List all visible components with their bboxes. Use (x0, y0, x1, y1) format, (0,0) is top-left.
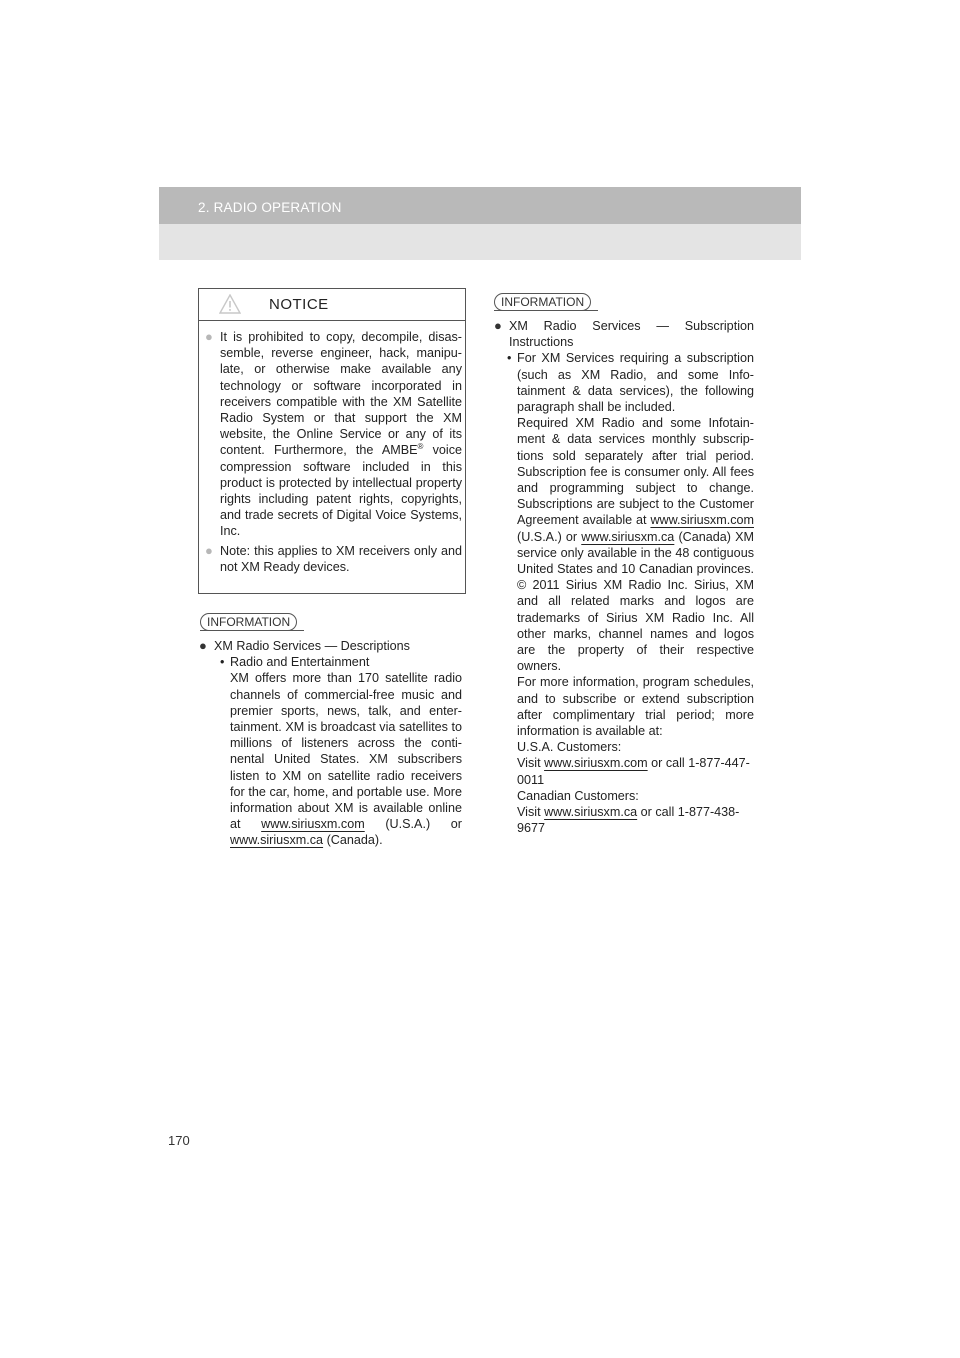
sub-bullet-icon: • (507, 351, 512, 366)
section-title: 2. RADIO OPERATION (198, 200, 342, 215)
notice-bullet-1 (205, 329, 463, 540)
info-right-p1-text: For XM Services requiring a subscription (such as XM Radio, and some Infotainment & data services), the following paragraph shall be included. (517, 351, 754, 415)
bullet-dot-icon: ● (205, 542, 213, 558)
notice-bullet-2-text: Note: this applies to XM receivers only and not XM Ready devices. (220, 543, 462, 574)
information-tag-right: INFORMATION (494, 293, 591, 311)
info-left-heading-text: XM Radio Services — Descriptions (214, 639, 410, 653)
info-left-content (199, 638, 462, 849)
information-rule-left (200, 630, 304, 631)
info-left-end-text: (Canada). (323, 833, 383, 848)
notice-title: NOTICE (269, 296, 329, 313)
siriusxm-com-link[interactable]: www.siriusxm.com (544, 756, 648, 771)
visit-text: Visit (517, 756, 545, 771)
notice-header (199, 289, 465, 321)
info-right-heading-text: XM Radio Services — Subscription Instructions (509, 319, 754, 350)
us-call-text: or call 1-877-447-0011 (517, 756, 750, 787)
warning-triangle-icon (219, 294, 241, 314)
bullet-dot-icon: ● (205, 329, 213, 344)
info-right-p2-text: Required XM Radio and some Infotainment & data services monthly subscriptions sold separately after trial period. Subscription fee is consumer only. All fees and programming subject to change. Subscriptions are subject to the Customer Agreement available at (517, 416, 754, 528)
canadian-customers-label: Canadian Customers: (517, 788, 639, 803)
info-right-p2-mid-text: (U.S.A.) or (517, 529, 582, 544)
info-right-content (494, 318, 754, 837)
header-title-bar (159, 187, 801, 224)
info-right-p1 (497, 350, 754, 415)
notice-bullet-1-text-a: It is prohibited to copy, decompile, disassemble, reverse engineer, hack, manipulate, or otherwise make available any technology or software incorporated in receivers compatible with the XM Satellite Radio System or that support the XM website, the Online Service or any of its content. Furthermore, the AMBE (220, 330, 462, 458)
visit-text: Visit (517, 805, 545, 820)
page-header-band (159, 187, 801, 260)
info-right-p3 (497, 674, 754, 739)
sub-bullet-icon: • (220, 655, 225, 670)
notice-box (198, 288, 466, 594)
info-right-p2 (497, 415, 754, 674)
siriusxm-com-link[interactable]: www.siriusxm.com (650, 513, 754, 528)
bullet-dot-icon: ● (494, 318, 502, 333)
us-customers-label: U.S.A. Customers: (517, 740, 622, 755)
siriusxm-com-link[interactable]: www.siriusxm.com (261, 817, 365, 832)
notice-bullet-1-text-b: voice compression software included in this product is protected by intellectual property rights including patent rights, copyrights, and trade secrets of Digital Voice Systems, Inc. (220, 443, 463, 539)
bullet-dot-icon: ● (199, 638, 207, 653)
info-right-us-visit (497, 755, 754, 787)
info-left-sub-title-text: Radio and Entertainment (230, 655, 370, 670)
info-right-p2-end-text: (Canada) XM service only available in the 48 contiguous United States and 10 Canadian provinces. © 2011 Sirius XM Radio Inc. Sirius, XM and all related marks and logos are trademarks of Sirius XM Radio Inc. All other marks, channel names and logos are the property of their respective owners. (517, 529, 754, 674)
info-left-body-text: XM offers more than 170 satellite radio channels of commercial-free music and premier sports, news, talk, and entertainment. XM is broadcast via satellites to millions of listeners across the continental United States. XM subscribers listen to XM on satellite radio receivers for the car, home, and portable use. More information about XM is available online at (230, 671, 462, 832)
info-right-heading (494, 318, 754, 350)
ca-call-text: or call 1-877-438-9677 (517, 805, 740, 836)
info-right-p3-text: For more information, program schedules, and to subscribe or extend subscription after complimentary trial period; more information is available at: (517, 675, 754, 739)
registered-mark: ® (417, 442, 424, 452)
page-number: 170 (168, 1133, 190, 1148)
siriusxm-ca-link[interactable]: www.siriusxm.ca (230, 833, 324, 848)
notice-bullet-2 (205, 542, 462, 575)
info-right-us-label (497, 739, 754, 755)
info-left-sub-title (202, 654, 462, 670)
info-left-heading (199, 638, 462, 654)
info-left-mid-text: (U.S.A.) or (364, 817, 462, 832)
info-right-ca-visit (497, 804, 754, 836)
info-left-body (202, 670, 462, 848)
notice-body (205, 329, 463, 575)
siriusxm-ca-link[interactable]: www.siriusxm.ca (544, 805, 638, 820)
information-tag-left: INFORMATION (200, 613, 297, 631)
information-rule-right (494, 310, 598, 311)
info-right-ca-label (497, 788, 754, 804)
siriusxm-ca-link[interactable]: www.siriusxm.ca (581, 529, 675, 544)
